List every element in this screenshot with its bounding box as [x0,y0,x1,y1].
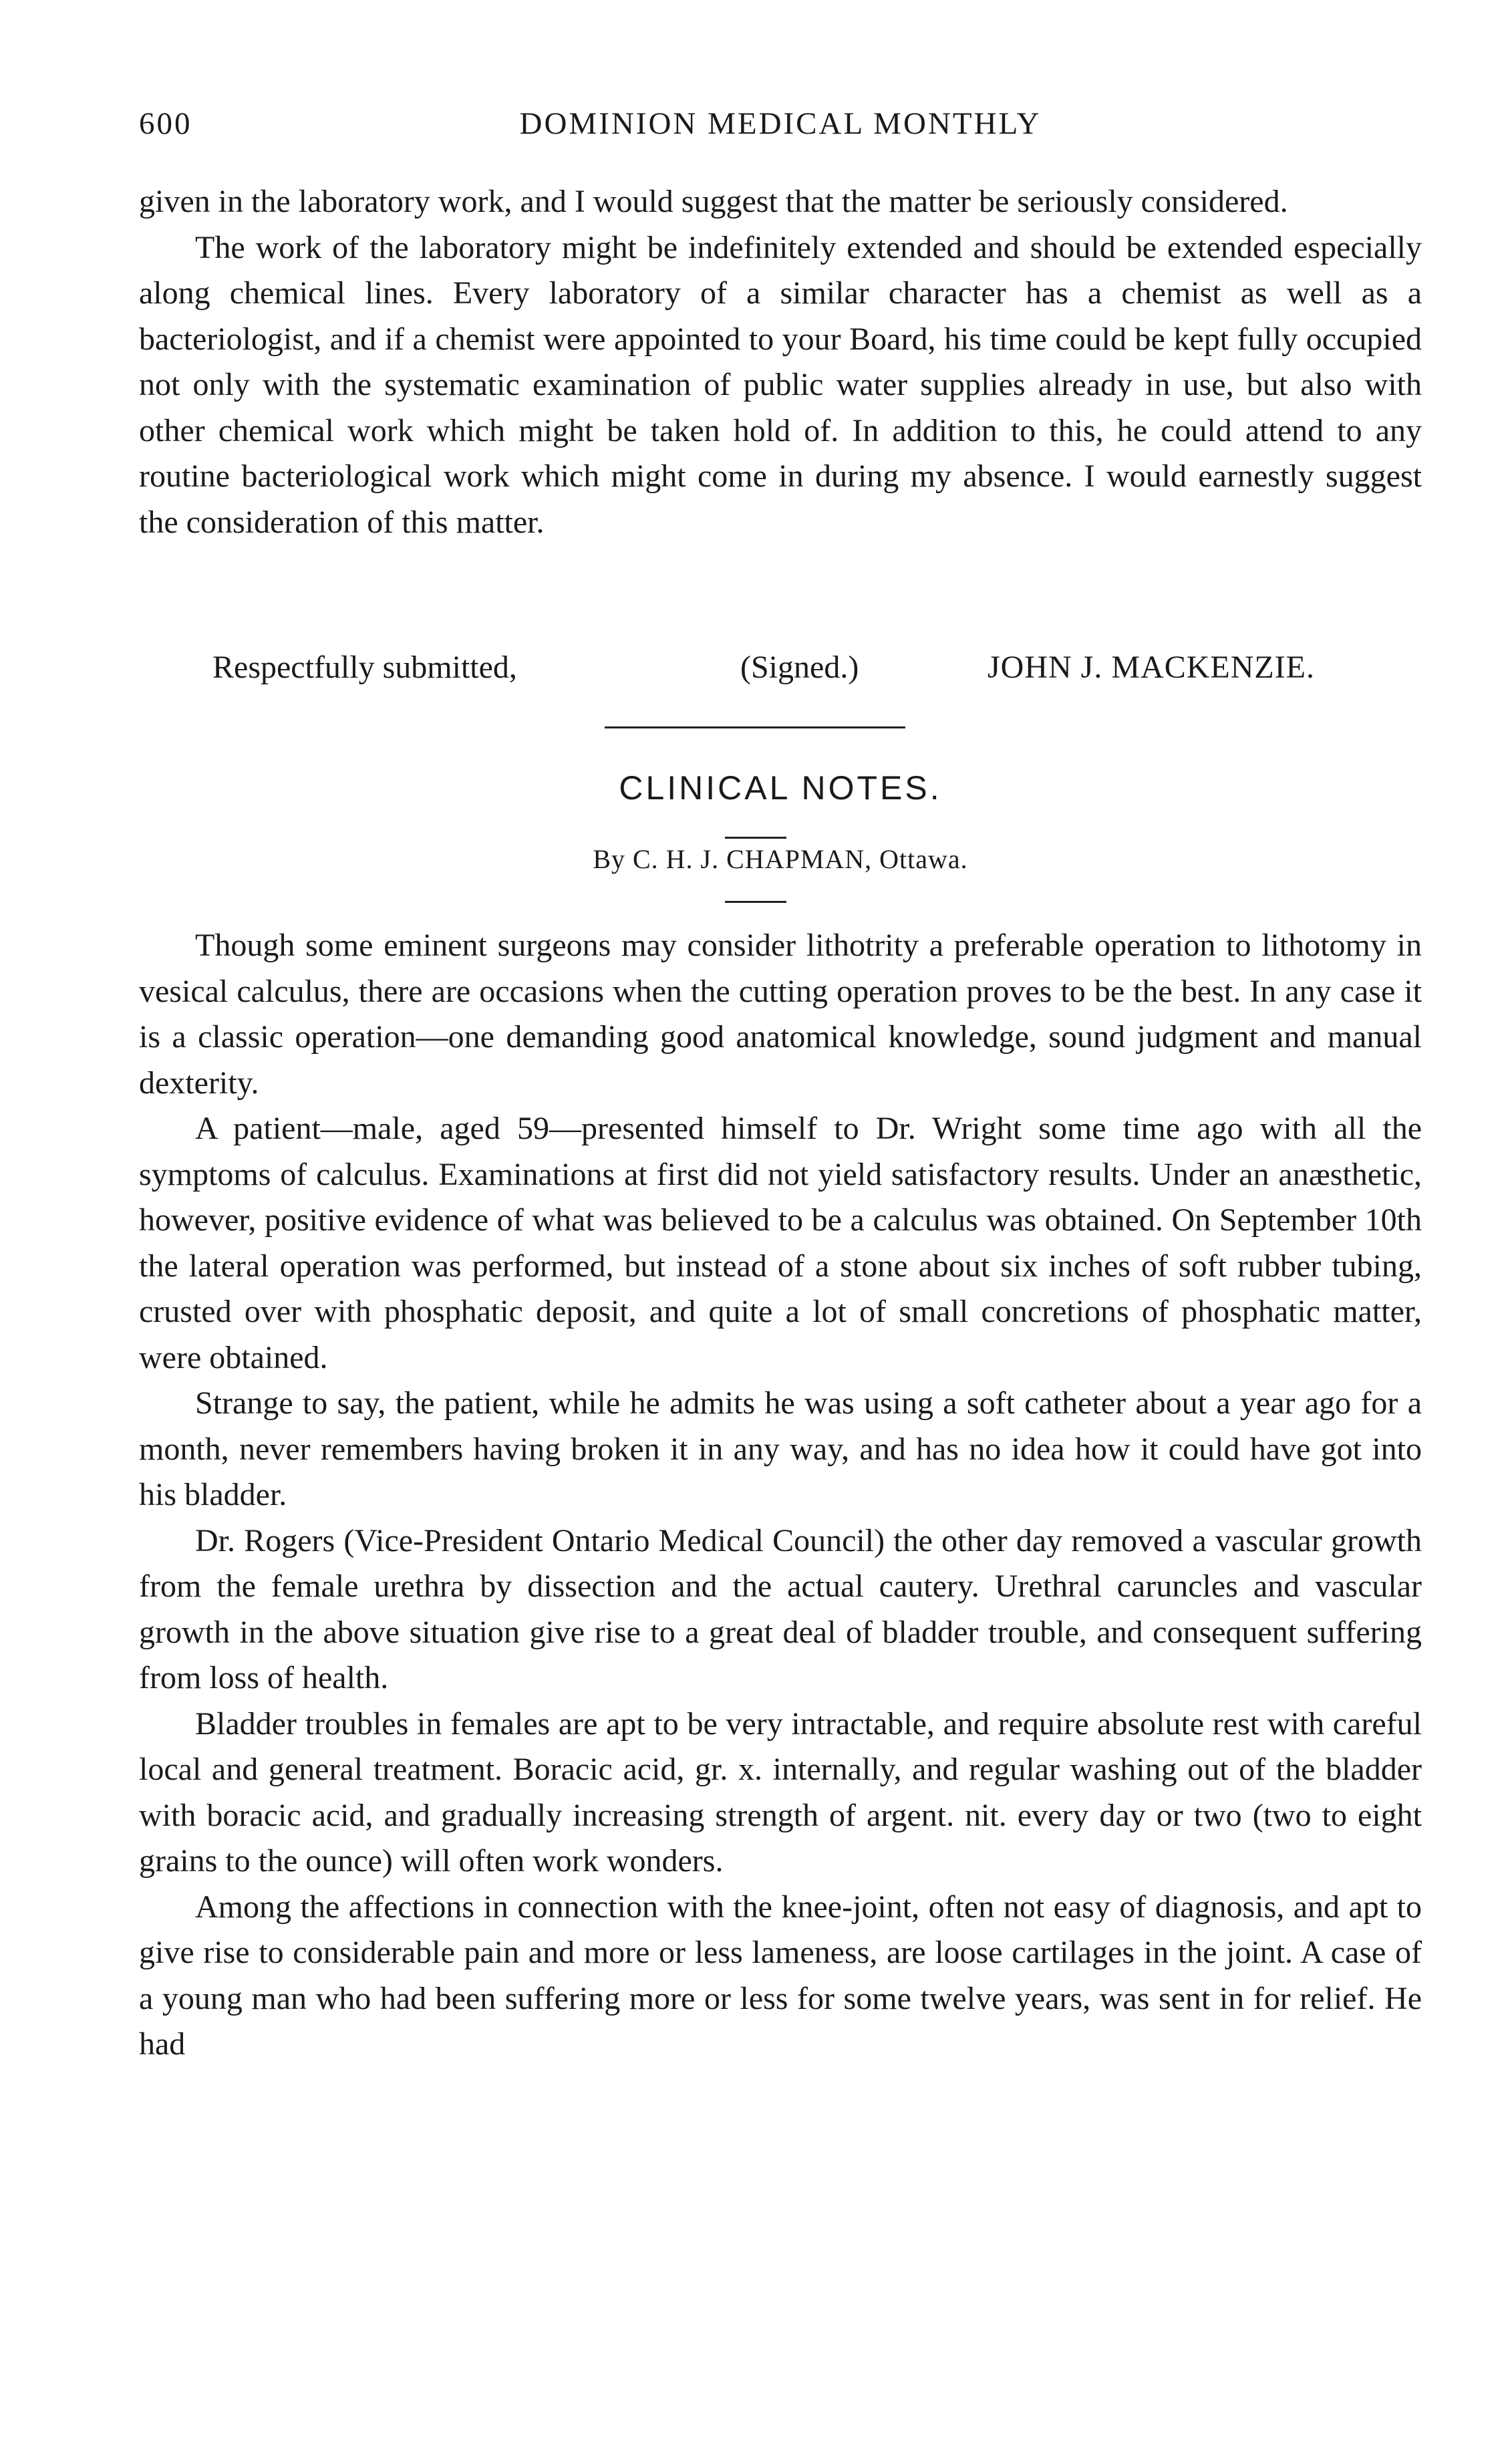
report-paragraph: The work of the laboratory might be indefinitely extended and should be extended especially along chemical lines. Every laboratory of a similar character has a chemist as well as a bacteriologist, and if a chemist were appointed to your Board, his time could be kept fully occupied not only with the systematic examination of public water supplies already in use, but also with other chemical work which might be taken hold of. In addition to this, he could attend to any routine bacteriological work which might come in during my absence. I would earnestly suggest the consideration of this matter. [139,229,1422,540]
notes-paragraph: Strange to say, the patient, while he admits he was using a soft catheter about a year ago for a month, never remembers having broken it in any way, and has no idea how it could have got into his bladder. [139,1385,1422,1512]
signature-name: JOHN J. MACKENZIE. [988,650,1315,685]
section-title: CLINICAL NOTES. [619,769,942,807]
journal-title: DOMINION MEDICAL MONTHLY [519,106,1042,141]
notes-paragraph: Though some eminent surgeons may consider lithotrity a preferable operation to lithotomy in vesical calculus, there are occasions when the cutting operation proves to be the best. In any case it is a classic operation—one demanding good anatomical knowledge, sound judgment and manual dexterity. [139,928,1422,1101]
author-byline: By C. H. J. CHAPMAN, Ottawa. [593,844,968,874]
notes-paragraph: Bladder troubles in females are apt to be very intractable, and require absolute rest with careful local and general treatment. Boracic acid, gr. x. internally, and regular washing out of the bladder with boracic acid, and gradually increasing strength of argent. nit. every day or two (two to eight grains to the ounce) will often work wonders. [139,1705,1422,1879]
running-header [139,106,1422,152]
report-continuation: given in the laboratory work, and I would suggest that the matter be seriously considered. [139,184,1288,219]
signature-signed: (Signed.) [740,650,859,685]
notes-paragraph: Dr. Rogers (Vice-President Ontario Medical Council) the other day removed a vascular growth from the female urethra by dissection and the actual cautery. Urethral caruncles and vascular growth in the above situation give rise to a great deal of bladder trouble, and consequent suffering from loss of health. [139,1522,1422,1695]
page-number: 600 [139,106,192,141]
section-divider [605,726,905,728]
title-rule [725,837,786,839]
clinical-notes-text [139,923,1422,2068]
report-text [139,179,1422,545]
signature-block [139,645,1422,692]
notes-paragraph: A patient—male, aged 59—presented himself to Dr. Wright some time ago with all the symptoms of calculus. Examinations at first did not yield satisfactory results. Under an anæsthetic, however, positive evidence of what was believed to be a calculus was obtained. On September 10th the lateral operation was performed, but instead of a stone about six inches of soft rubber tubing, crusted over with phosphatic deposit, and quite a lot of small concretions of phosphatic matter, were obtained. [139,1111,1422,1375]
byline-rule [725,901,786,903]
signature-closing: Respectfully submitted, [212,650,517,685]
notes-paragraph: Among the affections in connection with the knee-joint, often not easy of diagnosis, and apt to give rise to considerable pain and more or less lameness, are loose cartilages in the joint. A case of a young man who had been suffering more or less for some twelve years, was sent in for relief. He had [139,1889,1422,2062]
